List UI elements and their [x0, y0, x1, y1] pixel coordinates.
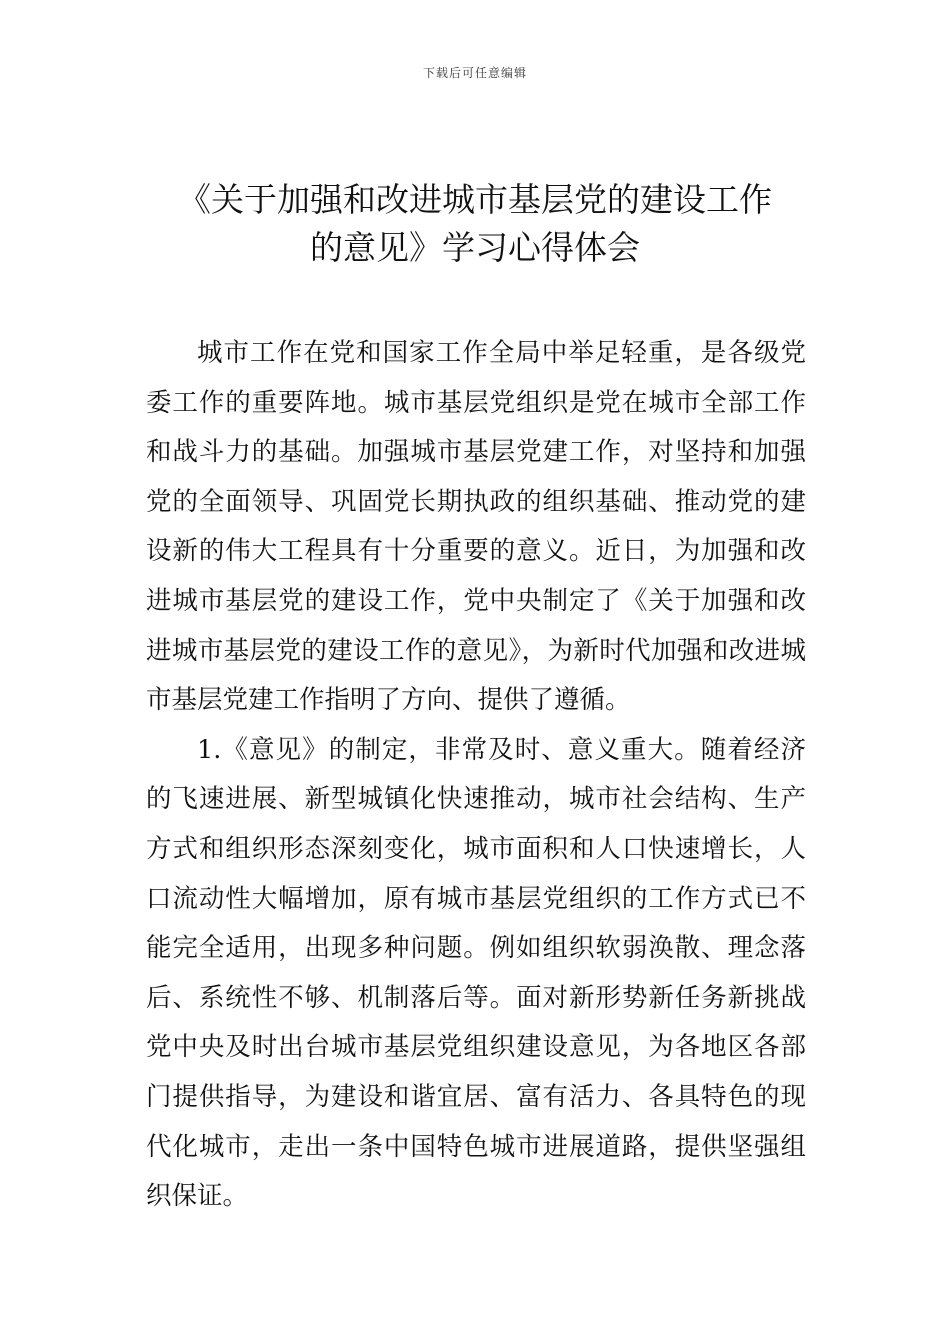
title-line-1: 《关于加强和改进城市基层党的建设工作 — [178, 180, 772, 219]
header-note: 下载后可任意编辑 — [422, 66, 527, 80]
document-title — [130, 176, 820, 272]
title-line-2: 的意见》学习心得体会 — [310, 228, 640, 267]
document-body — [146, 329, 806, 1222]
paragraph-point-1: 1.《意见》的制定，非常及时、意义重大。随着经济的飞速进展、新型城镇化快速推动，城市社会结构、生产方式和组织形态深刻变化，城市面积和人口快速增长，人口流动性大幅增加，原有城市基层党组织的工作方式已不能完全适用，出现多种问题。例如组织软弱涣散、理念落后、系统性不够、机制落后等。面对新形势新任务新挑战党中央及时出台城市基层党组织建设意见，为各地区各部门提供指导，为建设和谐宜居、富有活力、各具特色的现代化城市，走出一条中国特色城市进展道路，提供坚强组织保证。 — [146, 734, 806, 1212]
paragraph-intro: 城市工作在党和国家工作全局中举足轻重，是各级党委工作的重要阵地。城市基层党组织是党在城市全部工作和战斗力的基础。加强城市基层党建工作，对坚持和加强党的全面领导、巩固党长期执政的组织基础、推动党的建设新的伟大工程具有十分重要的意义。近日，为加强和改进城市基层党的建设工作，党中央制定了《关于加强和改进城市基层党的建设工作的意见》，为新时代加强和改进城市基层党建工作指明了方向、提供了遵循。 — [146, 338, 806, 716]
